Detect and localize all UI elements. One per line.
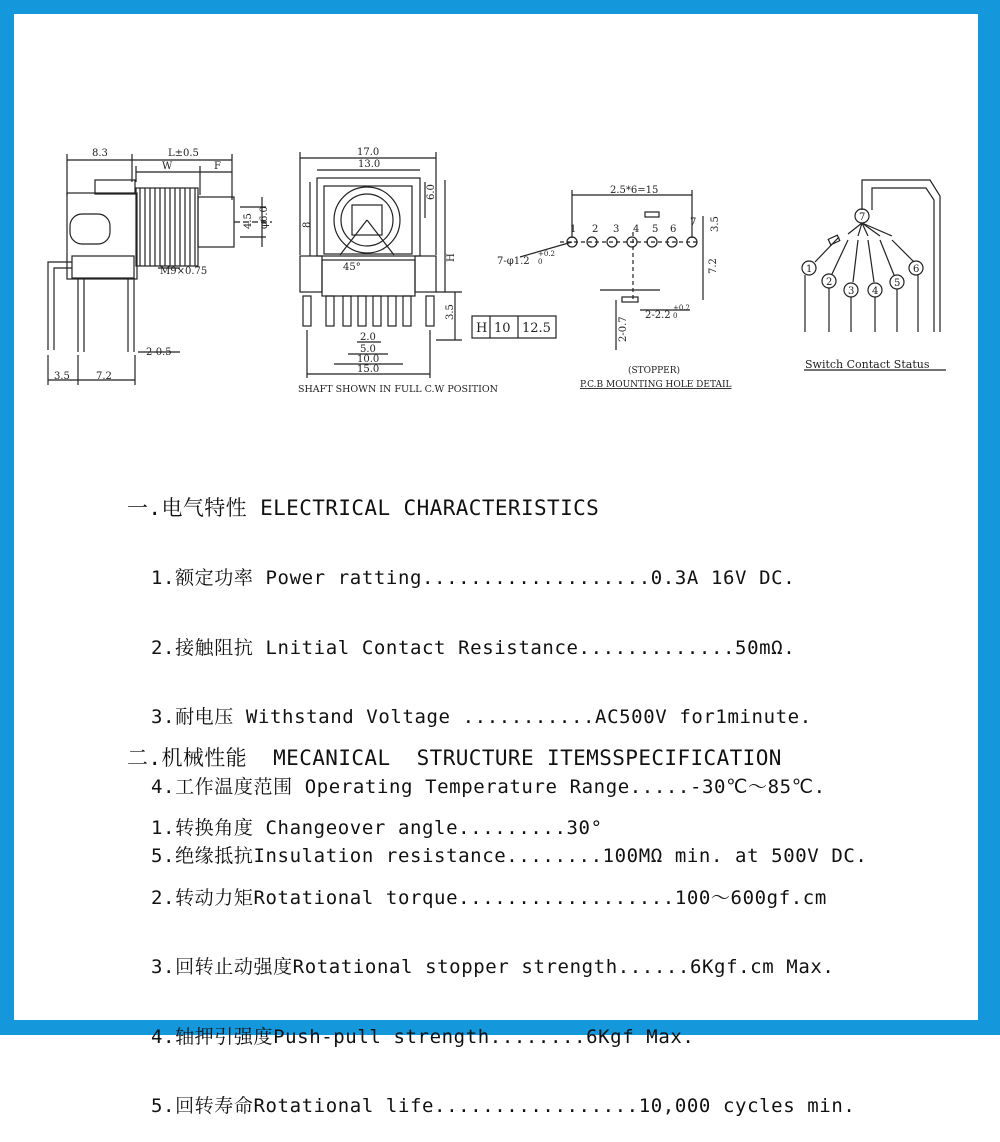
dim-side-3-5: 3.5 [54,371,70,382]
pcb-hole-tol-low: 0 [538,258,543,266]
dim-side-8-3: 8.3 [92,148,108,159]
mechanical-item: 2.转动力矩Rotational torque..................100～600gf.cm [151,886,827,909]
sw-pin-4: 4 [872,286,879,297]
sw-pin-2: 2 [826,277,833,288]
pcb-pin-6: 6 [670,224,677,235]
electrical-item: 1.额定功率 Power ratting...................0.3A 16V DC. [151,567,796,589]
pcb-pin-5: 5 [652,224,659,235]
dim-side-f: F [214,161,221,172]
dim-front-2: 2.0 [360,332,376,343]
mechanical-heading: 二.机械性能 MECANICAL STRUCTURE ITEMSSPECIFICATION [127,746,782,770]
dim-front-8: 8 [302,221,313,228]
dim-front-h: H [446,253,457,262]
pcb-dim-2-2-2: 2-2.2 [645,310,671,321]
dim-side-w: W [162,161,173,172]
dim-front-3-5: 3.5 [445,304,456,320]
dim-side-phi6: φ6.0 [259,206,270,229]
pcb-pin-4: 4 [633,224,640,235]
electrical-item: 4.工作温度范围 Operating Temperature Range.....-30℃～85℃. [151,775,826,798]
pcb-hole-size: 7-φ1.2 [497,256,530,267]
switch-contact-diagram [802,180,946,370]
pcb-hole-tol: +0.2 [538,250,555,258]
sw-pin-7: 7 [859,212,866,223]
dim-side-7-2: 7.2 [96,371,112,382]
dim-side-thread: M9×0.75 [160,266,208,277]
sw-pin-6: 6 [913,264,920,275]
dim-front-15: 15.0 [357,364,380,375]
table-h-12-5: 12.5 [522,321,551,336]
switch-caption: Switch Contact Status [805,358,930,371]
electrical-heading: 一.电气特性 ELECTRICAL CHARACTERISTICS [127,496,600,520]
dim-side-4-5: 4.5 [243,213,254,229]
dim-front-10: 10.0 [357,354,380,365]
pcb-pin-3: 3 [613,224,620,235]
electrical-item: 3.耐电压 Withstand Voltage ...........AC500V for1minute. [151,706,812,728]
electrical-item: 2.接触阻抗 Lnitial Contact Resistance.............50mΩ. [151,636,796,659]
mechanical-section [127,703,855,1142]
pcb-slot-tol-low: 0 [673,312,678,320]
front-view-caption: SHAFT SHOWN IN FULL C.W POSITION [298,384,498,395]
pcb-dim-2-0-7: 2-0.7 [618,316,629,342]
pcb-dim-3-5: 3.5 [710,216,721,232]
pcb-caption: P.C.B MOUNTING HOLE DETAIL [580,380,732,390]
sw-pin-1: 1 [806,264,813,275]
pcb-dim-7-2: 7.2 [708,258,719,274]
sw-pin-3: 3 [848,286,855,297]
pcb-pin-2: 2 [592,224,599,235]
pcb-pin-1: 1 [570,224,577,235]
electrical-item: 5.绝缘抵抗Insulation resistance........100MΩ min. at 500V DC. [151,845,868,867]
table-h-label: H [476,321,488,336]
mechanical-item: 1.转换角度 Changeover angle.........30° [151,817,603,839]
dim-front-6: 6.0 [426,184,437,200]
table-h-10: 10 [494,321,511,336]
dim-front-45deg: 45° [343,262,361,273]
dim-front-5: 5.0 [360,344,376,355]
mechanical-item: 3.回转止动强度Rotational stopper strength......6Kgf.cm Max. [151,956,835,978]
dim-front-17: 17.0 [357,147,380,158]
mechanical-item: 5.回转寿命Rotational life.................10,000 cycles min. [151,1095,856,1117]
pcb-pin-7: 7 [690,217,697,228]
mechanical-item: 4.轴押引强度Push-pull strength........6Kgf Max. [151,1025,695,1048]
dim-side-2-05: 2-0.5 [146,347,172,358]
pcb-slot-tol: +0.2 [673,304,690,312]
sw-pin-5: 5 [894,278,901,289]
pcb-stopper: (STOPPER) [628,366,681,376]
technical-drawing [0,0,1000,420]
dim-front-13: 13.0 [358,159,381,170]
dim-side-l: L±0.5 [168,148,199,159]
pcb-pitch: 2.5*6=15 [610,185,659,196]
